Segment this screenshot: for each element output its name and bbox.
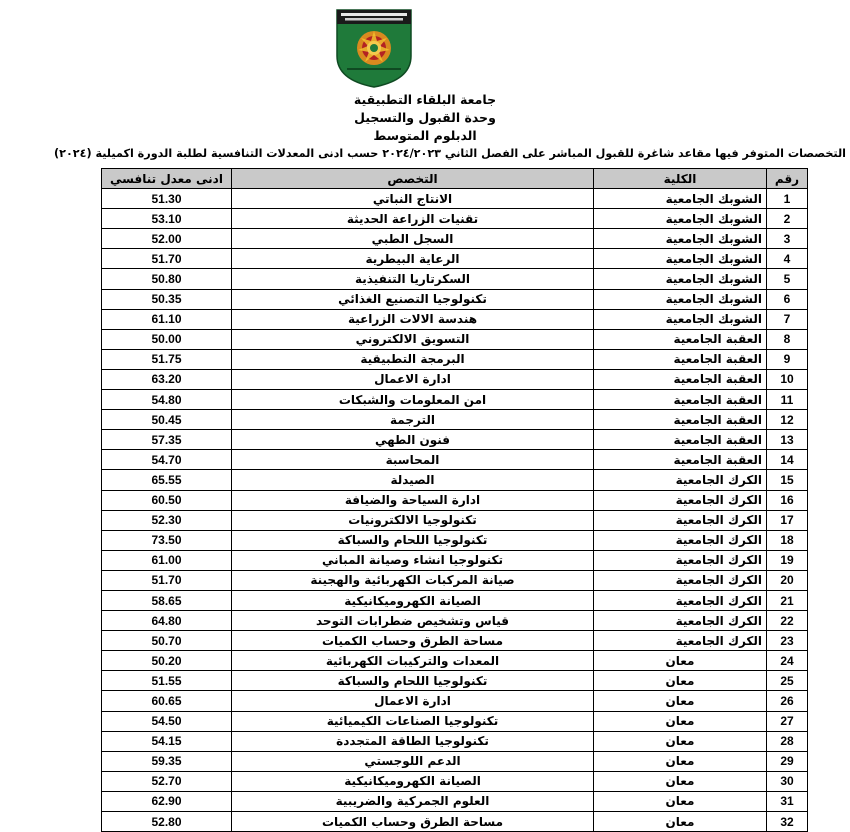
- row-major: الدعم اللوجستي: [232, 751, 594, 771]
- university-crest-icon: [335, 8, 413, 88]
- row-college: الكرك الجامعية: [594, 570, 767, 590]
- row-major: العلوم الجمركية والضريبية: [232, 791, 594, 811]
- row-number: 8: [767, 329, 808, 349]
- row-college: الكرك الجامعية: [594, 510, 767, 530]
- table-row: [102, 731, 808, 751]
- row-major: السجل الطبي: [232, 229, 594, 249]
- table-row: [102, 189, 808, 209]
- table-row: [102, 309, 808, 329]
- row-college: الكرك الجامعية: [594, 631, 767, 651]
- row-major: فنون الطهي: [232, 430, 594, 450]
- row-number: 25: [767, 671, 808, 691]
- document-subtitle: التخصصات المتوفر فيها مقاعد شاغرة للقبول المباشر على الفصل الثاني ٢٠٢٤/٢٠٢٣ حسب ادنى المعدلات التنافسية لطلبة الدورة اكميلية (٢٠٢٤): [54, 147, 846, 160]
- row-major: مساحة الطرق وحساب الكميات: [232, 631, 594, 651]
- row-major: الصيانة الكهروميكانيكية: [232, 771, 594, 791]
- university-name: جامعة البلقاء التطبيقية: [353, 92, 497, 107]
- row-number: 21: [767, 590, 808, 610]
- row-college: الشوبك الجامعية: [594, 209, 767, 229]
- row-college: معان: [594, 812, 767, 832]
- row-college: الكرك الجامعية: [594, 470, 767, 490]
- row-score: 52.00: [102, 229, 232, 249]
- vacancies-table: [101, 168, 808, 832]
- row-major: تكنولوجيا اللحام والسباكة: [232, 671, 594, 691]
- table-row: [102, 771, 808, 791]
- table-row: [102, 349, 808, 369]
- row-college: معان: [594, 691, 767, 711]
- row-score: 50.00: [102, 329, 232, 349]
- row-number: 24: [767, 651, 808, 671]
- row-number: 27: [767, 711, 808, 731]
- row-score: 60.65: [102, 691, 232, 711]
- row-score: 61.10: [102, 309, 232, 329]
- table-row: [102, 470, 808, 490]
- row-score: 54.15: [102, 731, 232, 751]
- row-college: العقبة الجامعية: [594, 329, 767, 349]
- row-college: معان: [594, 671, 767, 691]
- row-college: العقبة الجامعية: [594, 349, 767, 369]
- row-major: مساحة الطرق وحساب الكميات: [232, 812, 594, 832]
- unit-name: وحدة القبول والتسجيل: [354, 110, 496, 125]
- row-major: البرمجة التطبيقية: [232, 349, 594, 369]
- table-row: [102, 751, 808, 771]
- program-name: الدبلوم المتوسط: [373, 128, 477, 143]
- row-college: معان: [594, 731, 767, 751]
- row-college: الشوبك الجامعية: [594, 289, 767, 309]
- row-score: 52.80: [102, 812, 232, 832]
- row-college: العقبة الجامعية: [594, 450, 767, 470]
- row-number: 6: [767, 289, 808, 309]
- row-score: 54.70: [102, 450, 232, 470]
- table-row: [102, 791, 808, 811]
- row-college: الشوبك الجامعية: [594, 269, 767, 289]
- table-row: [102, 550, 808, 570]
- table-row: [102, 711, 808, 731]
- table-row: [102, 229, 808, 249]
- row-score: 51.30: [102, 189, 232, 209]
- row-number: 2: [767, 209, 808, 229]
- row-score: 50.70: [102, 631, 232, 651]
- row-major: السكرتاريا التنفيذية: [232, 269, 594, 289]
- row-college: الكرك الجامعية: [594, 590, 767, 610]
- row-number: 9: [767, 349, 808, 369]
- row-college: معان: [594, 791, 767, 811]
- row-number: 26: [767, 691, 808, 711]
- table-row: [102, 269, 808, 289]
- row-major: امن المعلومات والشبكات: [232, 390, 594, 410]
- row-score: 51.70: [102, 570, 232, 590]
- row-major: المعدات والتركيبات الكهربائية: [232, 651, 594, 671]
- table-header-row: [102, 169, 808, 189]
- row-score: 52.70: [102, 771, 232, 791]
- row-number: 5: [767, 269, 808, 289]
- row-college: العقبة الجامعية: [594, 410, 767, 430]
- row-score: 50.35: [102, 289, 232, 309]
- row-college: الكرك الجامعية: [594, 611, 767, 631]
- table-row: [102, 450, 808, 470]
- row-college: معان: [594, 751, 767, 771]
- row-score: 64.80: [102, 611, 232, 631]
- row-score: 54.80: [102, 390, 232, 410]
- row-number: 7: [767, 309, 808, 329]
- row-major: الترجمة: [232, 410, 594, 430]
- table-row: [102, 490, 808, 510]
- row-major: تكنولوجيا الالكترونيات: [232, 510, 594, 530]
- row-number: 11: [767, 390, 808, 410]
- row-number: 10: [767, 369, 808, 389]
- header-major: التخصص: [232, 169, 594, 189]
- table-row: [102, 651, 808, 671]
- row-score: 52.30: [102, 510, 232, 530]
- row-number: 19: [767, 550, 808, 570]
- row-score: 61.00: [102, 550, 232, 570]
- row-number: 4: [767, 249, 808, 269]
- row-score: 63.20: [102, 369, 232, 389]
- row-major: ادارة الاعمال: [232, 691, 594, 711]
- row-major: تكنولوجيا الصناعات الكيميائية: [232, 711, 594, 731]
- row-score: 51.55: [102, 671, 232, 691]
- row-score: 58.65: [102, 590, 232, 610]
- row-number: 13: [767, 430, 808, 450]
- header-score: ادنى معدل تنافسي: [102, 169, 232, 189]
- table-row: [102, 289, 808, 309]
- row-score: 59.35: [102, 751, 232, 771]
- row-major: الانتاج النباتي: [232, 189, 594, 209]
- table-row: [102, 691, 808, 711]
- row-college: معان: [594, 651, 767, 671]
- row-score: 51.70: [102, 249, 232, 269]
- row-major: ادارة السياحة والضيافة: [232, 490, 594, 510]
- table-row: [102, 611, 808, 631]
- row-major: صيانة المركبات الكهربائية والهجينة: [232, 570, 594, 590]
- row-number: 1: [767, 189, 808, 209]
- header-college: الكلية: [594, 169, 767, 189]
- row-major: قياس وتشخيص ضطرابات التوحد: [232, 611, 594, 631]
- row-number: 20: [767, 570, 808, 590]
- row-college: معان: [594, 711, 767, 731]
- row-number: 17: [767, 510, 808, 530]
- row-score: 51.75: [102, 349, 232, 369]
- row-number: 31: [767, 791, 808, 811]
- table-row: [102, 410, 808, 430]
- row-college: الكرك الجامعية: [594, 530, 767, 550]
- table-row: [102, 570, 808, 590]
- table-row: [102, 390, 808, 410]
- row-score: 57.35: [102, 430, 232, 450]
- row-number: 22: [767, 611, 808, 631]
- row-number: 32: [767, 812, 808, 832]
- row-major: تقنيات الزراعة الحديثة: [232, 209, 594, 229]
- row-number: 30: [767, 771, 808, 791]
- row-number: 28: [767, 731, 808, 751]
- row-college: معان: [594, 771, 767, 791]
- row-number: 23: [767, 631, 808, 651]
- row-college: العقبة الجامعية: [594, 430, 767, 450]
- row-score: 62.90: [102, 791, 232, 811]
- row-score: 60.50: [102, 490, 232, 510]
- row-score: 65.55: [102, 470, 232, 490]
- table-row: [102, 209, 808, 229]
- table-row: [102, 510, 808, 530]
- row-college: العقبة الجامعية: [594, 369, 767, 389]
- table-row: [102, 369, 808, 389]
- row-major: تكنولوجيا انشاء وصيانة المباني: [232, 550, 594, 570]
- row-number: 18: [767, 530, 808, 550]
- row-major: هندسة الالات الزراعية: [232, 309, 594, 329]
- row-score: 73.50: [102, 530, 232, 550]
- row-college: الشوبك الجامعية: [594, 249, 767, 269]
- row-major: تكنولوجيا التصنيع الغذائي: [232, 289, 594, 309]
- row-score: 50.80: [102, 269, 232, 289]
- table-row: [102, 671, 808, 691]
- table-row: [102, 329, 808, 349]
- row-number: 29: [767, 751, 808, 771]
- row-major: المحاسبة: [232, 450, 594, 470]
- table-row: [102, 590, 808, 610]
- row-college: الكرك الجامعية: [594, 490, 767, 510]
- row-major: التسويق الالكتروني: [232, 329, 594, 349]
- row-score: 50.20: [102, 651, 232, 671]
- row-college: الكرك الجامعية: [594, 550, 767, 570]
- row-number: 14: [767, 450, 808, 470]
- row-college: الشوبك الجامعية: [594, 189, 767, 209]
- row-major: تكنولوجيا اللحام والسباكة: [232, 530, 594, 550]
- row-college: الشوبك الجامعية: [594, 229, 767, 249]
- table-row: [102, 631, 808, 651]
- row-score: 50.45: [102, 410, 232, 430]
- row-number: 15: [767, 470, 808, 490]
- row-major: الرعاية البيطرية: [232, 249, 594, 269]
- row-major: الصيدلة: [232, 470, 594, 490]
- row-college: العقبة الجامعية: [594, 390, 767, 410]
- row-score: 53.10: [102, 209, 232, 229]
- table-row: [102, 430, 808, 450]
- row-major: الصيانة الكهروميكانيكية: [232, 590, 594, 610]
- row-score: 54.50: [102, 711, 232, 731]
- row-number: 16: [767, 490, 808, 510]
- table-row: [102, 530, 808, 550]
- row-college: الشوبك الجامعية: [594, 309, 767, 329]
- row-major: تكنولوجيا الطاقة المتجددة: [232, 731, 594, 751]
- table-row: [102, 249, 808, 269]
- header-num: رقم: [767, 169, 808, 189]
- row-number: 3: [767, 229, 808, 249]
- row-major: ادارة الاعمال: [232, 369, 594, 389]
- row-number: 12: [767, 410, 808, 430]
